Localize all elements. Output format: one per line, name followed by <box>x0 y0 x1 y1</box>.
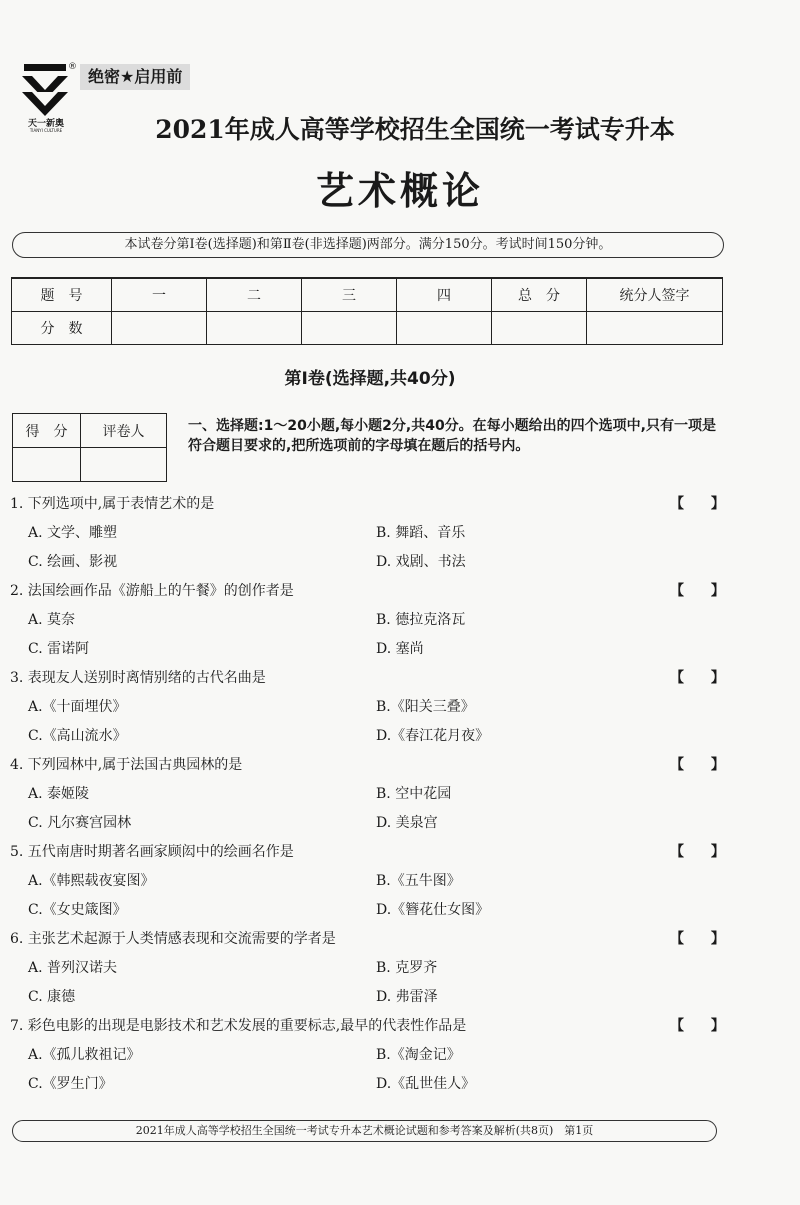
option-a: A. 泰姬陵 <box>28 786 90 802</box>
answer-bracket[interactable]: 【 】 <box>670 670 725 686</box>
logo-name: 天一新奥 <box>27 119 64 129</box>
option-b: B. 空中花园 <box>376 786 452 802</box>
option-a: A.《韩熙载夜宴图》 <box>28 873 155 889</box>
option-c: C. 绘画、影视 <box>28 554 118 570</box>
score-cell[interactable] <box>492 311 587 344</box>
answer-bracket[interactable]: 【 】 <box>670 583 725 599</box>
option-c: C.《女史箴图》 <box>28 902 127 918</box>
score-header-cell: 四 <box>397 278 492 311</box>
page-footer: 2021年成人高等学校招生全国统一考试专升本艺术概论试题和参考答案及解析(共8页) 第1页 <box>12 1120 717 1142</box>
score-cell[interactable] <box>302 311 397 344</box>
answer-bracket[interactable]: 【 】 <box>670 931 725 947</box>
score-header-cell: 二 <box>207 278 302 311</box>
option-d: D. 塞尚 <box>376 641 424 657</box>
option-c: C. 康德 <box>28 989 76 1005</box>
option-a: A.《孤儿救祖记》 <box>28 1047 141 1063</box>
score-table <box>11 277 723 345</box>
score-header-cell: 一 <box>112 278 207 311</box>
answer-bracket[interactable]: 【 】 <box>670 1018 725 1034</box>
option-d: D.《簪花仕女图》 <box>376 902 490 918</box>
question-stem: 4. 下列园林中,属于法国古典园林的是 <box>10 757 243 773</box>
question-stem: 7. 彩色电影的出现是电影技术和艺术发展的重要标志,最早的代表性作品是 <box>10 1018 467 1034</box>
subject-title: 艺术概论 <box>315 169 484 213</box>
question-stem: 2. 法国绘画作品《游船上的午餐》的创作者是 <box>10 583 294 599</box>
score-header-cell: 统分人签字 <box>587 278 723 311</box>
question-1 <box>10 490 740 577</box>
question-stem: 1. 下列选项中,属于表情艺术的是 <box>10 496 215 512</box>
score-cell[interactable] <box>397 311 492 344</box>
option-c: C.《罗生门》 <box>28 1076 113 1092</box>
grader-table <box>12 413 167 482</box>
answer-bracket[interactable]: 【 】 <box>670 757 725 773</box>
option-a: A. 普列汉诺夫 <box>28 960 118 976</box>
option-c: C. 凡尔赛宫园林 <box>28 815 132 831</box>
part-title: 第Ⅰ卷(选择题,共40分) <box>284 369 456 389</box>
grader-name-cell[interactable] <box>81 448 167 482</box>
option-a: A. 莫奈 <box>28 612 76 628</box>
option-b: B.《五牛图》 <box>376 873 461 889</box>
secret-label: 绝密★启用前 <box>80 64 190 90</box>
question-stem: 3. 表现友人送别时离情别绪的古代名曲是 <box>10 670 266 686</box>
score-cell[interactable] <box>112 311 207 344</box>
question-3 <box>10 664 740 751</box>
option-d: D.《乱世佳人》 <box>376 1076 476 1092</box>
option-a: A.《十面埋伏》 <box>28 699 127 715</box>
answer-bracket[interactable]: 【 】 <box>670 496 725 512</box>
question-5 <box>10 838 740 925</box>
option-c: C.《高山流水》 <box>28 728 127 744</box>
option-d: D. 弗雷泽 <box>376 989 438 1005</box>
option-d: D. 戏剧、书法 <box>376 554 466 570</box>
exam-title: 2021年成人高等学校招生全国统一考试专升本 <box>155 115 675 144</box>
grader-score-cell[interactable] <box>13 448 81 482</box>
option-b: B. 克罗齐 <box>376 960 438 976</box>
question-list <box>10 490 740 1099</box>
question-stem: 5. 五代南唐时期著名画家顾闳中的绘画名作是 <box>10 844 294 860</box>
option-b: B. 德拉克洛瓦 <box>376 612 466 628</box>
score-header-cell: 三 <box>302 278 397 311</box>
logo-subtitle: TIANYI CULTURE <box>29 128 63 133</box>
grader-name-label: 评卷人 <box>81 414 167 448</box>
question-stem: 6. 主张艺术起源于人类情感表现和交流需要的学者是 <box>10 931 336 947</box>
question-2 <box>10 577 740 664</box>
option-d: D.《春江花月夜》 <box>376 728 490 744</box>
grader-score-label: 得 分 <box>13 414 81 448</box>
question-4 <box>10 751 740 838</box>
option-b: B.《阳关三叠》 <box>376 699 475 715</box>
option-b: B.《淘金记》 <box>376 1047 461 1063</box>
option-a: A. 文学、雕塑 <box>28 525 118 541</box>
exam-notice: 本试卷分第Ⅰ卷(选择题)和第Ⅱ卷(非选择题)两部分。满分150分。考试时间150分钟。 <box>12 232 724 258</box>
question-6 <box>10 925 740 1012</box>
option-d: D. 美泉宫 <box>376 815 438 831</box>
registered-mark: ® <box>68 62 77 72</box>
answer-bracket[interactable]: 【 】 <box>670 844 725 860</box>
score-header-cell: 题 号 <box>12 278 112 311</box>
section-instruction: 一、选择题:1～20小题,每小题2分,共40分。在每小题给出的四个选项中,只有一项是符合题目要求的,把所选项前的字母填在题后的括号内。 <box>188 418 716 454</box>
score-row-label: 分 数 <box>12 311 112 344</box>
score-cell[interactable] <box>587 311 723 344</box>
score-cell[interactable] <box>207 311 302 344</box>
score-header-cell: 总 分 <box>492 278 587 311</box>
option-c: C. 雷诺阿 <box>28 641 90 657</box>
question-7 <box>10 1012 740 1099</box>
option-b: B. 舞蹈、音乐 <box>376 525 466 541</box>
